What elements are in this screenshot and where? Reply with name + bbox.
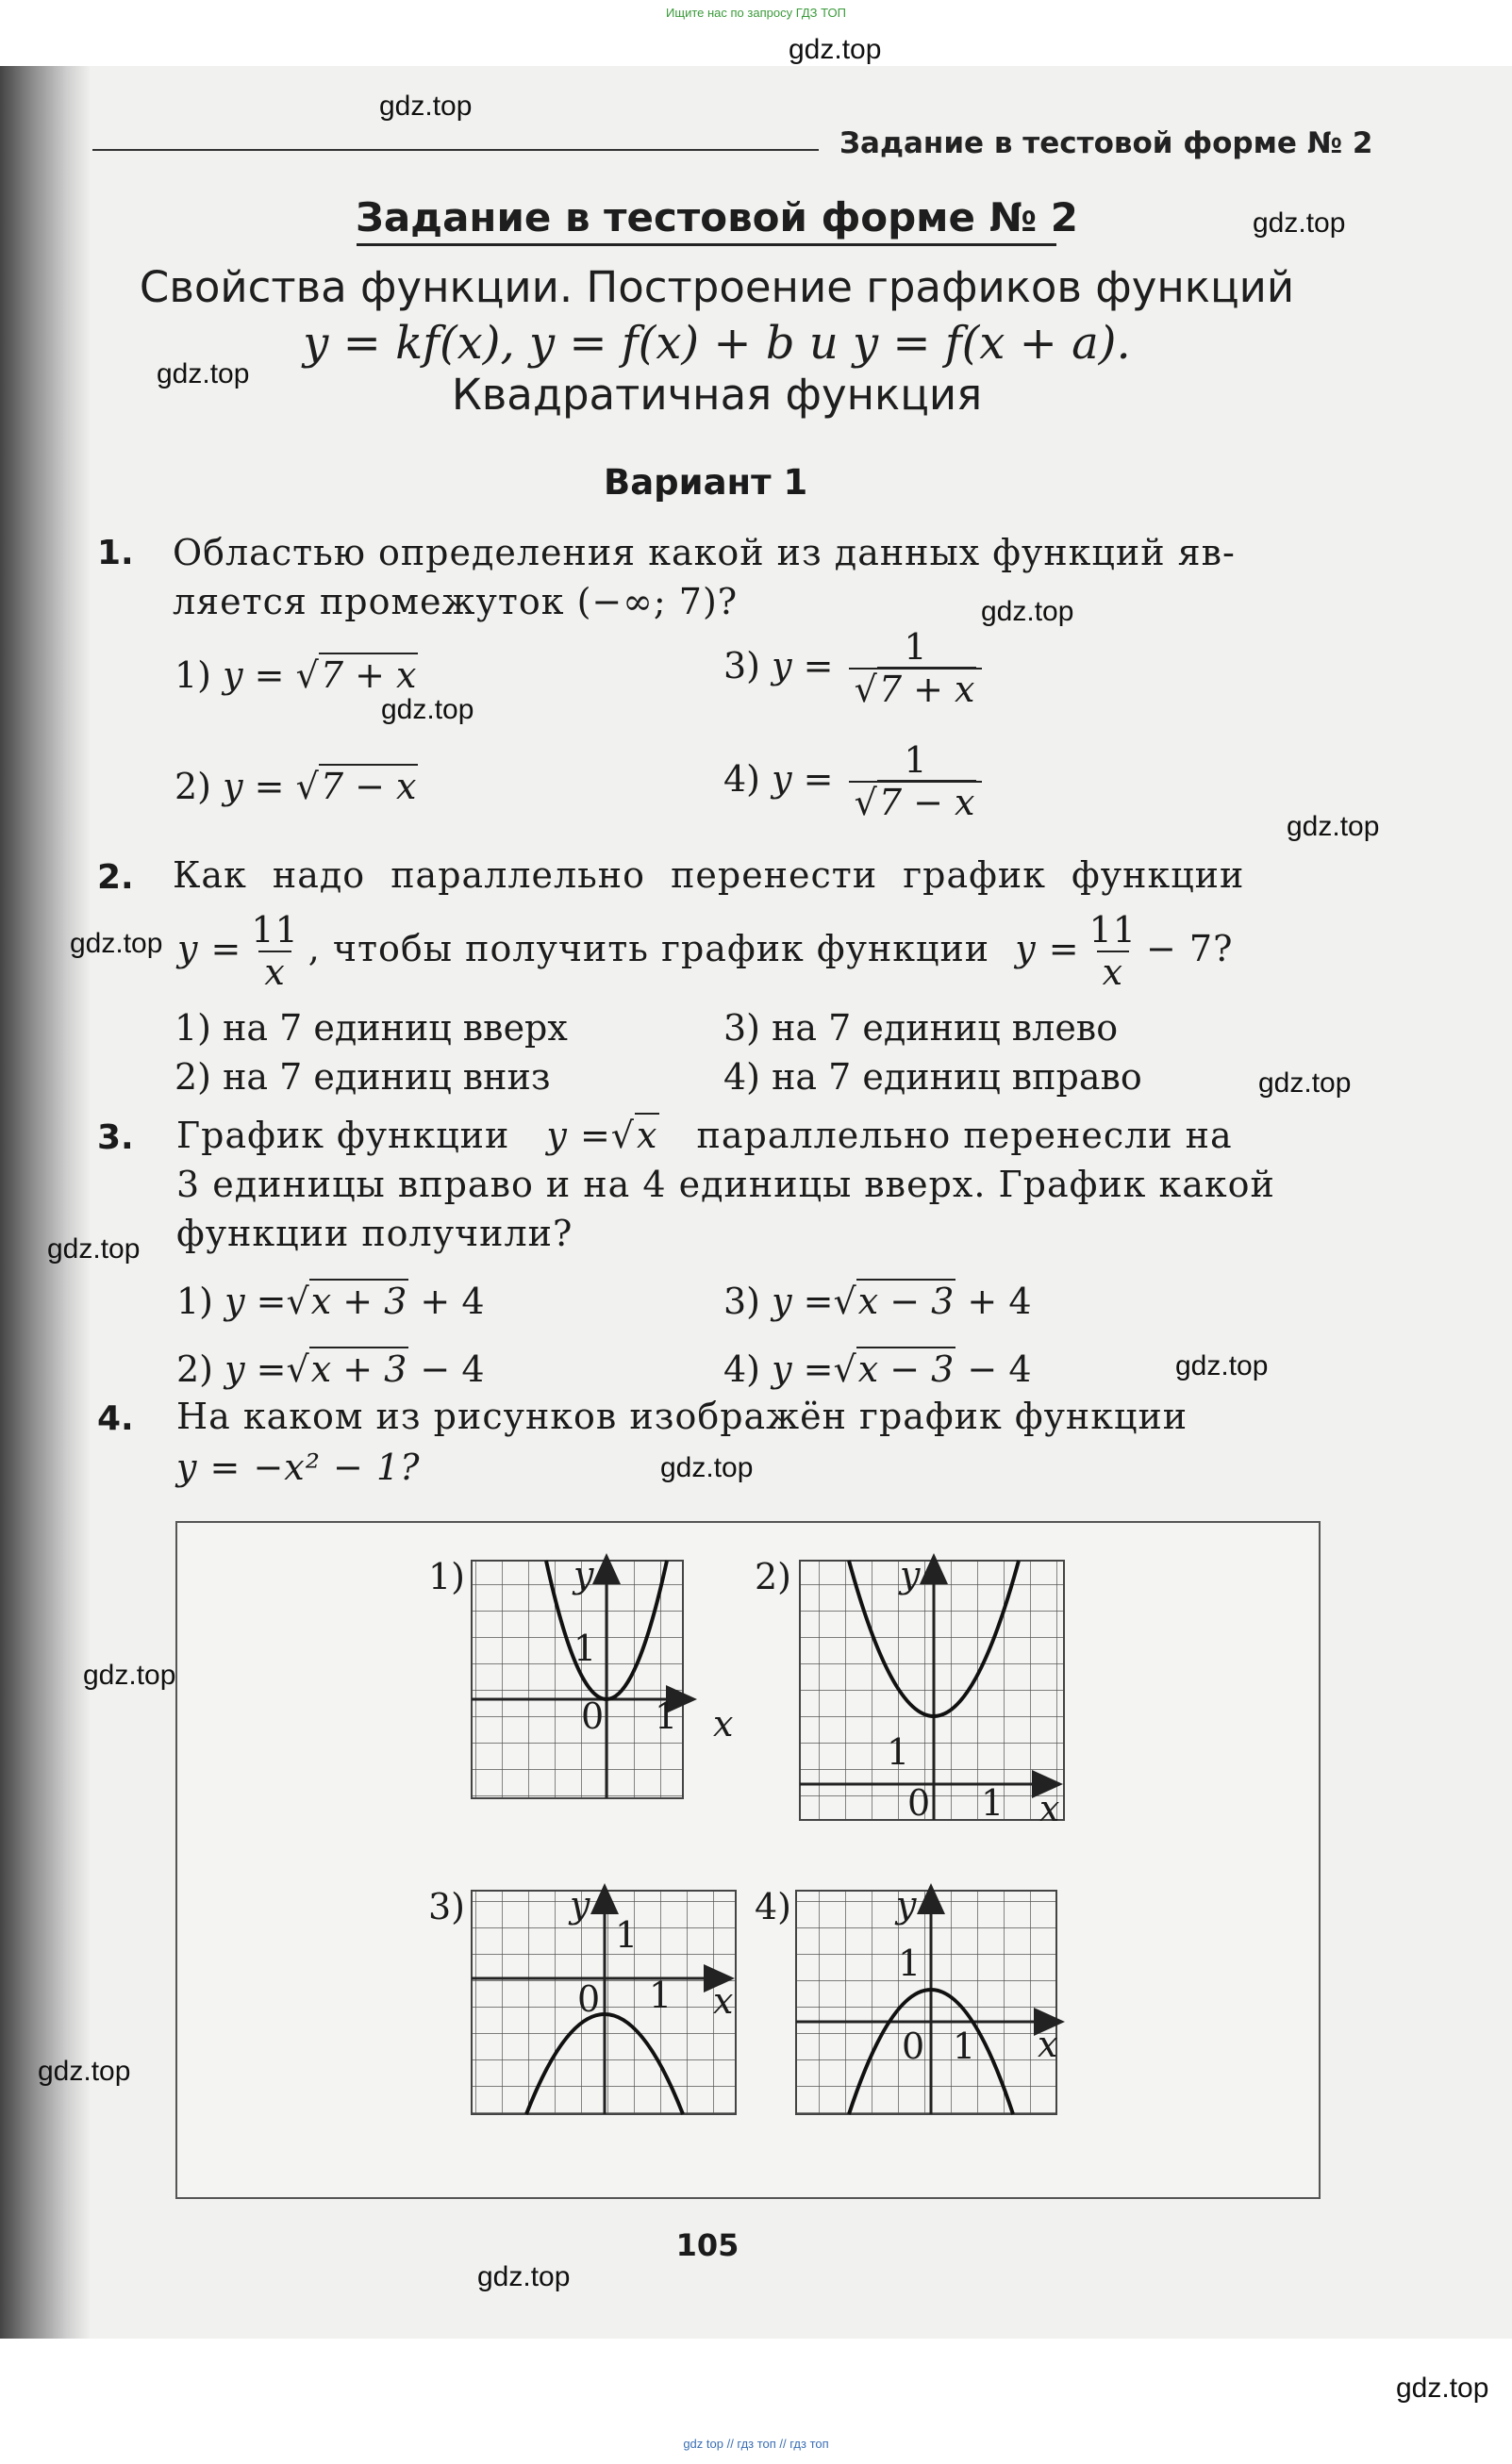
formula-tail: + 4 [967, 1281, 1032, 1322]
variant-heading: Вариант 1 [604, 462, 808, 503]
option-label: 3) [723, 645, 761, 687]
watermark: gdz.top [981, 596, 1074, 627]
option-label: 4) [723, 758, 761, 801]
tick-label-x: 1 [655, 1695, 678, 1737]
option-label: 3) [723, 1281, 761, 1322]
origin-label: 0 [577, 1978, 601, 2020]
question-number: 3. [97, 1118, 134, 1157]
formula-tail: − 4 [967, 1348, 1032, 1390]
subtitle: Свойства функции. Построение графиков функций [139, 262, 1295, 312]
graph-4 [796, 1886, 1062, 2114]
question-text: На каком из рисунков изображён график функции [176, 1396, 1188, 1437]
page-number: 105 [675, 2227, 739, 2263]
origin-label: 0 [581, 1695, 605, 1737]
graph-3 [472, 1886, 736, 2114]
formula: y = [546, 1115, 611, 1156]
tick-label-x: 1 [649, 1975, 673, 2016]
sqrt-sign: √ [295, 766, 319, 807]
question-text: функции получили? [176, 1213, 573, 1254]
sqrt-sign: √ [286, 1348, 309, 1390]
option-formula: y = [223, 654, 285, 696]
watermark: gdz.top [1287, 811, 1380, 842]
subtitle-formulas: y = kf(x), y = f(x) + b и y = f(x + a). [303, 317, 1131, 370]
radicand: 7 − x [878, 781, 975, 823]
watermark: gdz.top [381, 694, 474, 725]
option-formula: y = [772, 645, 834, 687]
axis-label-x: x [713, 1703, 734, 1745]
origin-label: 0 [907, 1782, 931, 1824]
watermark: gdz.top [1396, 2373, 1489, 2404]
option-label: 1) [174, 654, 212, 696]
answer-option: 2) на 7 единиц вниз [174, 1056, 551, 1098]
fraction-denominator: x [1097, 951, 1129, 994]
axis-label-y: y [570, 1884, 590, 1926]
graph-label: 4) [755, 1886, 792, 1927]
option-formula: y = [772, 758, 834, 801]
option-label: 1) [176, 1281, 214, 1322]
axis-label-x: x [713, 1980, 734, 2022]
axis-label-x: x [1039, 1788, 1060, 1829]
axis-label-x: x [1038, 2024, 1058, 2065]
tick-label-y: 1 [887, 1731, 910, 1773]
sqrt-sign: √ [833, 1281, 856, 1322]
fraction-denominator: √7 + x [849, 668, 983, 711]
radicand: 7 − x [320, 766, 417, 807]
answer-option: 4) на 7 единиц вправо [723, 1056, 1142, 1098]
option-formula: y = [224, 1348, 287, 1390]
option-label: 4) [723, 1348, 761, 1390]
option-formula: y = [223, 766, 285, 807]
graph-label: 3) [428, 1886, 466, 1927]
radicand: 7 + x [878, 668, 975, 710]
axis-label-y: y [900, 1554, 921, 1596]
answer-option: 1) на 7 единиц вверх [174, 1007, 568, 1049]
sqrt-sign: √ [833, 1348, 856, 1390]
page-title: Задание в тестовой форме № 2 [355, 194, 1078, 240]
tick-label-y: 1 [898, 1943, 922, 1984]
top-note: Ищите нас по запросу ГДЗ ТОП [666, 6, 846, 20]
question-number: 4. [97, 1399, 134, 1438]
formula-tail: − 4 [420, 1348, 485, 1390]
option-formula: y = [772, 1281, 834, 1322]
watermark: gdz.top [70, 928, 163, 959]
graph-label: 2) [755, 1556, 792, 1597]
radicand: x − 3 [857, 1281, 955, 1322]
fraction-numerator: 11 [251, 909, 299, 951]
graph-label: 1) [428, 1556, 466, 1597]
radicand: x − 3 [857, 1348, 955, 1390]
formula-tail: − 7? [1145, 928, 1234, 970]
watermark: gdz.top [379, 91, 473, 122]
option-formula: y = [772, 1348, 834, 1390]
question-formula: y = −x² − 1? [176, 1447, 421, 1488]
watermark: gdz.top [789, 34, 882, 65]
question-text-part: График функции [176, 1115, 510, 1156]
fraction-numerator: 11 [1088, 909, 1137, 951]
running-header: Задание в тестовой форме № 2 [839, 126, 1373, 160]
sqrt-sign: √ [286, 1281, 309, 1322]
answer-option: 3) на 7 единиц влево [723, 1007, 1119, 1049]
fraction-denominator: √7 − x [849, 781, 983, 824]
sqrt-sign: √ [610, 1115, 636, 1156]
watermark: gdz.top [157, 358, 250, 389]
question-number: 2. [97, 858, 134, 897]
watermark: gdz.top [1175, 1350, 1269, 1381]
formula: y = [177, 928, 242, 970]
question-text-mid: , чтобы получить график функции [307, 928, 990, 970]
watermark: gdz.top [1253, 207, 1346, 239]
watermark: gdz.top [477, 2261, 571, 2292]
graph-2 [800, 1556, 1064, 1820]
question-text: 3 единицы вправо и на 4 единицы вверх. График какой [176, 1164, 1275, 1205]
tick-label-y: 1 [573, 1628, 597, 1669]
axis-label-y: y [896, 1884, 917, 1926]
sqrt-sign: √ [295, 654, 319, 696]
radicand: 7 + x [320, 654, 417, 696]
watermark: gdz.top [38, 2056, 131, 2087]
formula-tail: + 4 [420, 1281, 485, 1322]
fraction-numerator: 1 [904, 626, 927, 668]
radicand: x + 3 [310, 1281, 407, 1322]
bottom-note: gdz top // гдз топ // гдз топ [683, 2437, 829, 2451]
option-label: 2) [176, 1348, 214, 1390]
watermark: gdz.top [1258, 1067, 1352, 1099]
radicand: x [637, 1115, 658, 1156]
tick-label-x: 1 [953, 2026, 976, 2067]
watermark: gdz.top [660, 1452, 754, 1483]
watermark: gdz.top [47, 1233, 141, 1265]
subtitle-topic: Квадратичная функция [451, 370, 983, 420]
formula: y = [1015, 928, 1080, 970]
question-text: Областью определения какой из данных функций яв- [173, 532, 1236, 573]
option-formula: y = [224, 1281, 287, 1322]
fraction-denominator: x [258, 951, 291, 994]
tick-label-y: 1 [615, 1914, 639, 1956]
origin-label: 0 [902, 2026, 925, 2067]
question-text: Как надо параллельно перенести график функции [173, 854, 1245, 896]
question-number: 1. [97, 534, 134, 572]
fraction-numerator: 1 [904, 739, 927, 781]
question-text: ляется промежуток (−∞; 7)? [173, 581, 739, 622]
watermark: gdz.top [83, 1660, 176, 1691]
radicand: x + 3 [310, 1348, 407, 1390]
axis-label-y: y [573, 1554, 594, 1596]
tick-label-x: 1 [981, 1782, 1005, 1824]
question-text-part: параллельно перенесли на [696, 1115, 1233, 1156]
option-label: 2) [174, 766, 212, 807]
